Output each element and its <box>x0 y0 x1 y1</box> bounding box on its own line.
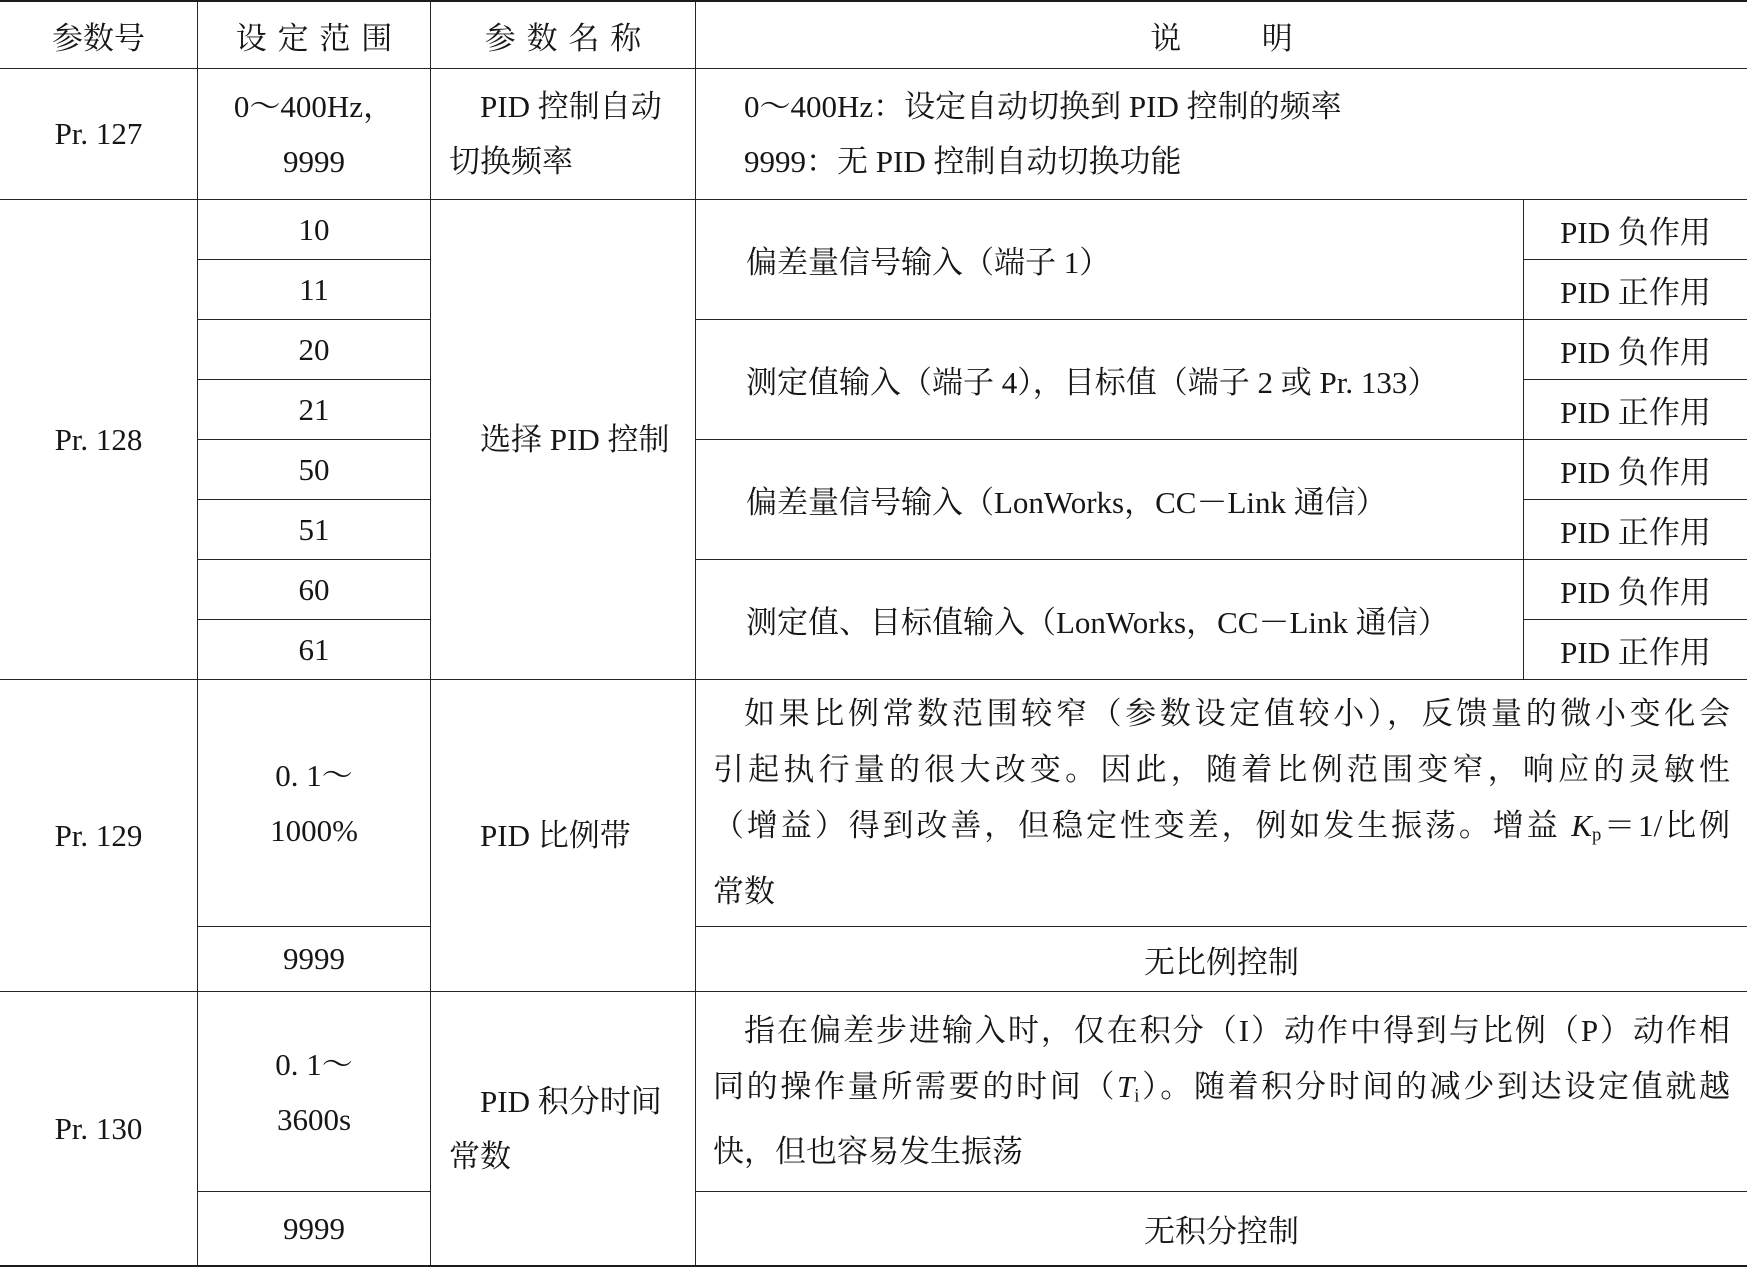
pr129-off-value: 9999 <box>198 927 431 992</box>
pr130-description <box>696 992 1747 1192</box>
gain-symbol: K <box>1571 808 1592 844</box>
pr128-input-mode: 偏差量信号输入（LonWorks，CC－Link 通信） <box>696 440 1524 560</box>
pr128-setting: 61 <box>198 620 431 680</box>
pr128-input-mode: 偏差量信号输入（端子 1） <box>696 200 1524 320</box>
pr127-range-line: 9999 <box>283 144 345 179</box>
pr128-action: PID 负作用 <box>1524 320 1747 380</box>
header-range: 设定范围 <box>198 2 431 69</box>
pr129-param: Pr. 129 <box>0 680 198 992</box>
pr130-name-line: 常数 <box>449 1138 511 1174</box>
pr130-description-line <box>713 1059 1730 1125</box>
pr130-description-text: ）。随着积分时间的减少到达设定值就越 <box>1139 1068 1730 1104</box>
pr128-name-line: 选择 PID 控制 <box>480 422 670 457</box>
pr128-setting: 51 <box>198 500 431 560</box>
pr127-name <box>431 69 696 200</box>
pr130-range <box>198 992 431 1192</box>
pr128-action: PID 负作用 <box>1524 200 1747 260</box>
pr129-range <box>198 680 431 927</box>
pr130-description-line: 快，但也容易发生振荡 <box>713 1134 1023 1170</box>
header-description: 说明 <box>696 2 1747 69</box>
gain-subscript: p <box>1591 824 1602 846</box>
pr130-description-text: 同的操作量所需要的时间（ <box>713 1068 1118 1104</box>
pr128-name <box>431 200 696 680</box>
pr129-name-line: PID 比例带 <box>480 818 631 853</box>
pr128-action: PID 负作用 <box>1524 440 1747 500</box>
pr130-range-line: 3600s <box>276 1101 352 1137</box>
pr128-setting: 50 <box>198 440 431 500</box>
pr128-input-mode: 测定值输入（端子 4），目标值（端子 2 或 Pr. 133） <box>696 320 1524 440</box>
header-name: 参数名称 <box>431 2 696 69</box>
pr128-action: PID 正作用 <box>1524 500 1747 560</box>
pr129-description-text: （增益）得到改善，但稳定性变差，例如发生振荡。增益 <box>713 808 1572 844</box>
pr128-action: PID 正作用 <box>1524 260 1747 320</box>
pr127-range-line: 0～400Hz， <box>233 89 395 124</box>
pr130-off-value: 9999 <box>198 1192 431 1265</box>
pr127-range <box>198 69 431 200</box>
pr129-description-line: 引起执行量的很大改变。因此，随着比例范围变窄，响应的灵敏性 <box>713 752 1730 788</box>
pr128-action: PID 正作用 <box>1524 620 1747 680</box>
pr130-description-line: 指在偏差步进输入时，仅在积分（I）动作中得到与比例（P）动作相 <box>744 1012 1730 1048</box>
pr129-description-line: 如果比例常数范围较窄（参数设定值较小），反馈量的微小变化会 <box>744 696 1730 732</box>
pr130-name <box>431 992 696 1265</box>
pr127-param: Pr. 127 <box>0 69 198 200</box>
pr130-range-line: 0. 1～ <box>275 1046 353 1082</box>
pr129-description-line: 常数 <box>713 873 775 909</box>
pr129-description-line <box>713 798 1730 864</box>
pr128-setting: 21 <box>198 380 431 440</box>
pr130-name-line: PID 积分时间 <box>480 1083 662 1119</box>
pr127-description <box>696 69 1747 200</box>
pr127-description-line: 0～400Hz：设定自动切换到 PID 控制的频率 <box>744 89 1342 124</box>
time-symbol: T <box>1117 1068 1135 1104</box>
pr129-range-line: 1000% <box>270 813 358 848</box>
pr129-off-text: 无比例控制 <box>696 927 1747 992</box>
pr130-off-text: 无积分控制 <box>1144 1214 1299 1249</box>
pr128-setting: 11 <box>198 260 431 320</box>
time-subscript: i <box>1134 1085 1140 1107</box>
pr128-param: Pr. 128 <box>0 200 198 680</box>
pr128-setting: 10 <box>198 200 431 260</box>
pr128-action: PID 正作用 <box>1524 380 1747 440</box>
pr130-param: Pr. 130 <box>0 992 198 1265</box>
pr128-setting: 60 <box>198 560 431 620</box>
pr127-name-line: 切换频率 <box>449 144 573 179</box>
pr128-setting: 20 <box>198 320 431 380</box>
pr127-name-line: PID 控制自动 <box>480 89 662 124</box>
pr127-description-line: 9999：无 PID 控制自动切换功能 <box>744 144 1182 179</box>
pr128-action: PID 负作用 <box>1524 560 1747 620</box>
pr128-input-mode: 测定值、目标值输入（LonWorks，CC－Link 通信） <box>696 560 1524 680</box>
pr129-range-line: 0. 1～ <box>275 758 353 793</box>
pr129-name <box>431 680 696 992</box>
pr129-description-text: ＝1/比例 <box>1601 808 1730 844</box>
header-param-no: 参数号 <box>0 2 198 69</box>
pr129-description <box>696 680 1747 927</box>
